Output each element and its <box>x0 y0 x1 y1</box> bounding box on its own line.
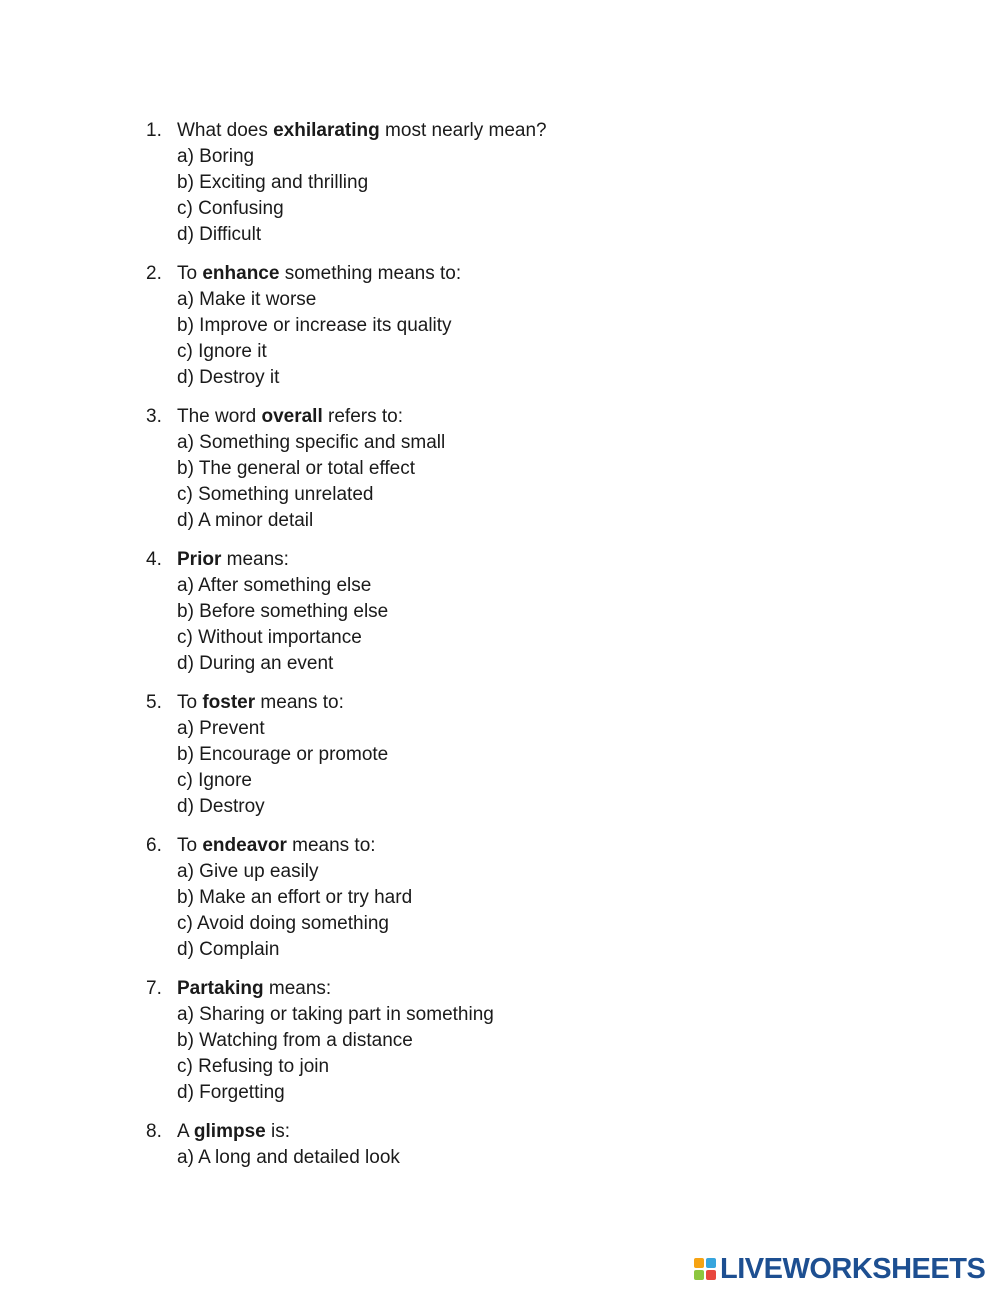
answer-option: a) Sharing or taking part in something <box>177 1004 494 1025</box>
logo-mark-icon <box>694 1258 716 1280</box>
answer-option: d) Destroy <box>177 796 265 817</box>
answer-option: b) Make an effort or try hard <box>177 887 413 908</box>
answer-option: b) Improve or increase its quality <box>177 315 452 336</box>
question-text-after: means to: <box>286 835 376 856</box>
question-text-before: To <box>177 692 203 713</box>
answer-option: d) A minor detail <box>177 510 314 531</box>
answer-option: b) Encourage or promote <box>177 744 389 765</box>
question-keyword: Prior <box>177 549 222 570</box>
question-number: 6. <box>146 835 162 856</box>
question-text-after: something means to: <box>279 263 462 284</box>
answer-option: b) Before something else <box>177 601 389 622</box>
question-number: 5. <box>146 692 162 713</box>
question-8 <box>0 1119 1000 1171</box>
answer-option: d) Destroy it <box>177 367 280 388</box>
logo-text: LIVEWORKSHEETS <box>720 1253 986 1285</box>
question-text-after: means: <box>221 549 289 570</box>
question-stem <box>0 690 1000 716</box>
question-number: 2. <box>146 263 162 284</box>
question-stem <box>0 976 1000 1002</box>
answer-option: c) Ignore <box>177 770 252 791</box>
question-number: 7. <box>146 978 162 999</box>
answer-option: a) Give up easily <box>177 861 319 882</box>
logo-square-icon <box>706 1258 716 1268</box>
question-4 <box>0 547 1000 677</box>
question-text-after: is: <box>265 1121 290 1142</box>
answer-option: a) A long and detailed look <box>177 1147 400 1168</box>
question-number: 8. <box>146 1121 162 1142</box>
question-stem <box>0 261 1000 287</box>
question-stem <box>0 833 1000 859</box>
question-keyword: foster <box>202 692 256 713</box>
question-keyword: enhance <box>202 263 280 284</box>
question-text-before: To <box>177 263 203 284</box>
answer-option: d) Difficult <box>177 224 262 245</box>
question-stem <box>0 404 1000 430</box>
question-text-before: A <box>177 1121 194 1142</box>
question-number: 3. <box>146 406 162 427</box>
answer-option: a) Prevent <box>177 718 265 739</box>
question-text-after: means: <box>263 978 332 999</box>
logo-square-icon <box>694 1270 704 1280</box>
question-text-after: most nearly mean? <box>379 120 547 141</box>
question-stem <box>0 1119 1000 1145</box>
answer-option: a) Make it worse <box>177 289 317 310</box>
question-text-before: To <box>177 835 203 856</box>
question-3 <box>0 404 1000 534</box>
question-stem <box>0 547 1000 573</box>
question-text-before: The word <box>177 406 262 427</box>
liveworksheets-logo <box>694 1252 985 1286</box>
answer-option: b) The general or total effect <box>177 458 416 479</box>
answer-option: c) Confusing <box>177 198 284 219</box>
answer-option: c) Refusing to join <box>177 1056 330 1077</box>
answer-option: b) Exciting and thrilling <box>177 172 369 193</box>
question-text-after: means to: <box>255 692 344 713</box>
question-keyword: Partaking <box>177 978 264 999</box>
question-keyword: overall <box>261 406 323 427</box>
question-number: 1. <box>146 120 162 141</box>
question-7 <box>0 976 1000 1106</box>
answer-option: c) Avoid doing something <box>177 913 389 934</box>
question-6 <box>0 833 1000 963</box>
answer-option: a) After something else <box>177 575 372 596</box>
answer-option: c) Ignore it <box>177 341 267 362</box>
question-text-before: What does <box>177 120 274 141</box>
question-keyword: endeavor <box>202 835 287 856</box>
answer-option: a) Boring <box>177 146 255 167</box>
question-1 <box>0 118 1000 248</box>
question-keyword: glimpse <box>193 1121 266 1142</box>
answer-option: d) Forgetting <box>177 1082 285 1103</box>
answer-option: c) Something unrelated <box>177 484 374 505</box>
answer-option: d) Complain <box>177 939 280 960</box>
answer-option: c) Without importance <box>177 627 362 648</box>
question-keyword: exhilarating <box>273 120 380 141</box>
answer-option: a) Something specific and small <box>177 432 446 453</box>
answer-option: b) Watching from a distance <box>177 1030 413 1051</box>
question-number: 4. <box>146 549 162 570</box>
question-stem <box>0 118 1000 144</box>
logo-square-icon <box>694 1258 704 1268</box>
question-5 <box>0 690 1000 820</box>
worksheet <box>0 118 1000 1184</box>
question-text-after: refers to: <box>322 406 403 427</box>
logo-square-icon <box>706 1270 716 1280</box>
answer-option: d) During an event <box>177 653 334 674</box>
question-2 <box>0 261 1000 391</box>
